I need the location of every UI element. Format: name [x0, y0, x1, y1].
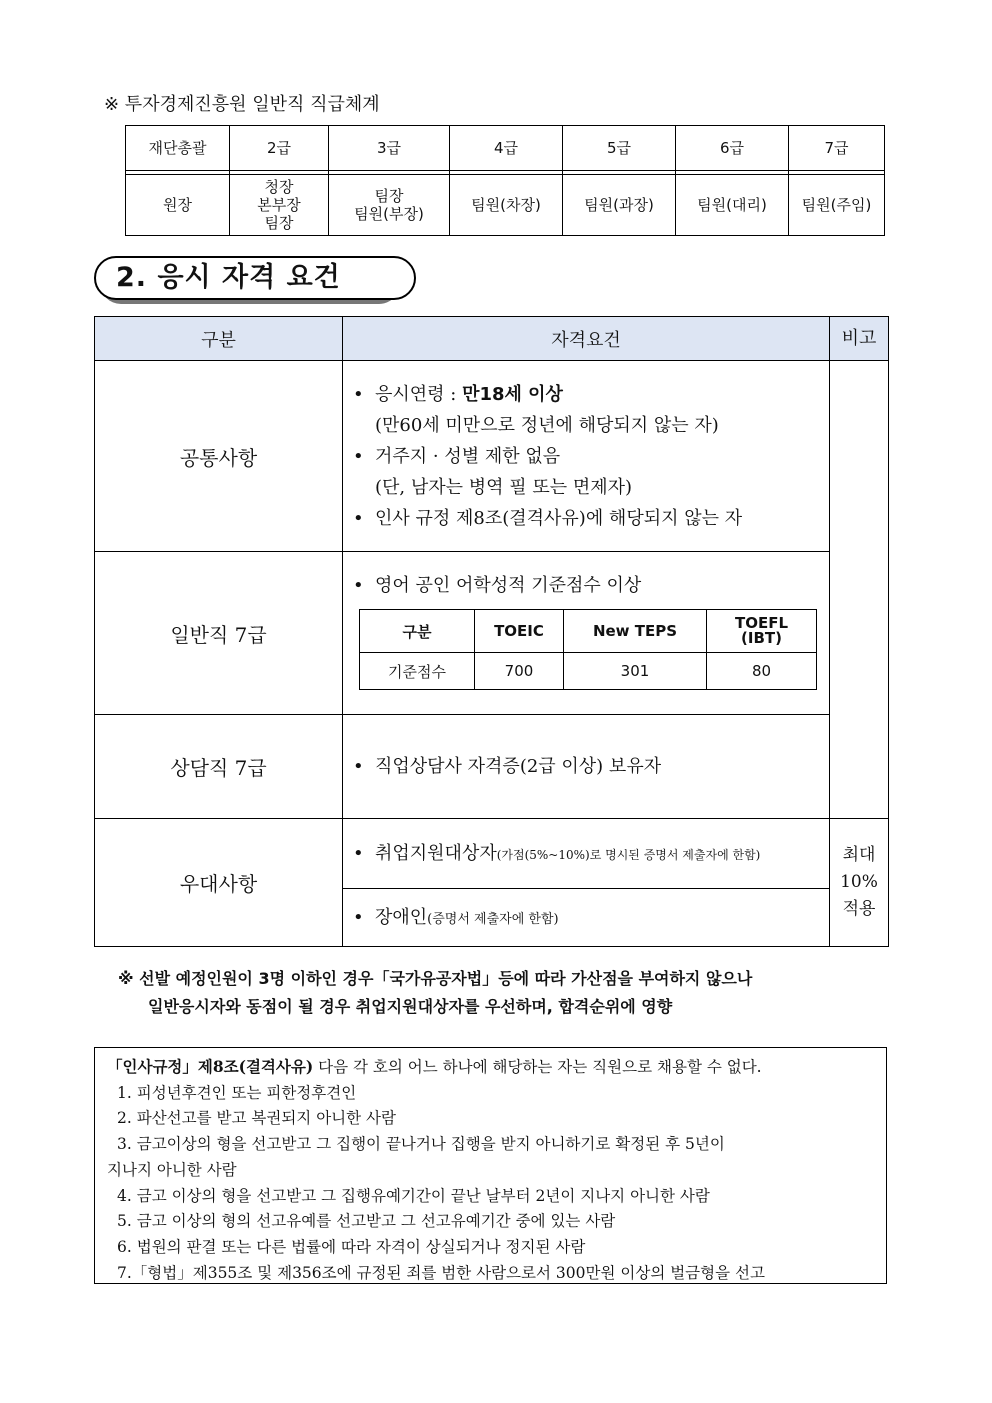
rule-item: 6. 법원의 판결 또는 다른 법률에 따라 자격이 상실되거나 정지된 사람: [117, 1237, 586, 1256]
qual-row-general7: [95, 552, 889, 715]
grade-header-cell: 7급: [789, 126, 885, 171]
grade-header-row: [126, 126, 885, 171]
req-residence: • 거주지 · 성별 제한 없음: [353, 445, 561, 467]
score-header-row: [360, 610, 817, 653]
grade-position-cell: 팀원(대리): [676, 175, 789, 236]
grade-position-cell: 청장 본부장 팀장: [230, 175, 329, 236]
score-value-cell: 301: [564, 653, 707, 690]
req-english: • 영어 공인 어학성적 기준점수 이상: [353, 575, 642, 596]
grade-position-cell: 팀원(주임): [789, 175, 885, 236]
qual-header-note: 비고: [830, 317, 889, 361]
requirements-preference-2: [343, 889, 830, 947]
footnote-line-2: 일반응시자와 동점이 될 경우 취업지원대상자를 우선하며, 합격순위에 영향: [148, 997, 673, 1016]
rules-heading: 「인사규정」제8조(결격사유) 다음 각 호의 어느 하나에 해당하는 자는 직원으로 채용할 수 없다.: [107, 1057, 762, 1076]
req-employment-support: • 취업지원대상자(가점(5%~10%)로 명시된 증명서 제출자에 한함): [353, 843, 761, 864]
score-value-cell: 80: [707, 653, 817, 690]
req-disabled: • 장애인(증명서 제출자에 한함): [353, 907, 559, 928]
qual-row-counsel7: [95, 715, 889, 819]
grade-position-cell: 팀원(과장): [563, 175, 676, 236]
score-header-cell: TOEFL (IBT): [707, 610, 817, 653]
score-value-row: [360, 653, 817, 690]
rule-item: 1. 피성년후견인 또는 피한정후견인: [117, 1083, 357, 1102]
footnote-line-1: ※ 선발 예정인원이 3명 이하인 경우「국가유공자법」등에 따라 가산점을 부여하지 않으나: [118, 969, 753, 988]
rule-item: 7.「형법」제355조 및 제356조에 규정된 죄를 범한 사람으로서 300만원 이상의 벌금형을 선고: [117, 1263, 765, 1282]
qual-header-row: [95, 317, 889, 361]
rule-item: 5. 금고 이상의 형의 선고유예를 선고받고 그 선고유예기간 중에 있는 사람: [117, 1212, 616, 1231]
req-rule8: • 인사 규정 제8조(결격사유)에 해당되지 않는 자: [353, 507, 743, 529]
grade-header-cell: 재단총괄: [126, 126, 230, 171]
category-counsel7: 상담직 7급: [95, 715, 343, 819]
requirements-preference-1: [343, 819, 830, 889]
requirements-general7: [343, 552, 830, 715]
req-residence-sub: (단, 남자는 병역 필 또는 면제자): [375, 476, 633, 498]
rule-item: 2. 파산선고를 받고 복권되지 아니한 사람: [117, 1109, 396, 1128]
rule-item: 3. 금고이상의 형을 선고받고 그 집행이 끝나거나 집행을 받지 아니하기로 확정된 후 5년이: [117, 1135, 725, 1154]
grade-header-cell: 6급: [676, 126, 789, 171]
requirements-counsel7: [343, 715, 830, 819]
grade-table: [125, 125, 885, 236]
score-header-cell: New TEPS: [564, 610, 707, 653]
rule-item-continued: 지나지 아니한 사람: [107, 1160, 237, 1179]
qual-row-preference-1: [95, 819, 889, 889]
category-preference: 우대사항: [95, 819, 343, 947]
grade-header-cell: 2급: [230, 126, 329, 171]
note-preference: 최대 10% 적용: [830, 819, 889, 947]
score-header-cell: 구분: [360, 610, 475, 653]
grade-header-cell: 5급: [563, 126, 676, 171]
grade-header-cell: 3급: [329, 126, 450, 171]
score-value-cell: 기준점수: [360, 653, 475, 690]
grade-position-cell: 팀원(차장): [450, 175, 563, 236]
note-empty: [830, 361, 889, 819]
category-common: 공통사항: [95, 361, 343, 552]
score-value-cell: 700: [475, 653, 564, 690]
category-general7: 일반직 7급: [95, 552, 343, 715]
section-heading: 2. 응시 자격 요건: [94, 256, 416, 300]
grade-header-cell: 4급: [450, 126, 563, 171]
requirements-common: [343, 361, 830, 552]
grade-position-cell: 원장: [126, 175, 230, 236]
qual-header-requirements: 자격요건: [343, 317, 830, 361]
grade-system-title: ※ 투자경제진흥원 일반직 직급체계: [104, 94, 380, 115]
req-age-sub: (만60세 미만으로 정년에 해당되지 않는 자): [375, 414, 719, 436]
footnote: [118, 965, 908, 1021]
score-header-cell: TOEIC: [475, 610, 564, 653]
grade-position-row: [126, 175, 885, 236]
qual-header-category: 구분: [95, 317, 343, 361]
rule-item: 4. 금고 이상의 형을 선고받고 그 집행유예기간이 끝난 날부터 2년이 지나지 아니한 사람: [117, 1186, 710, 1205]
req-age: • 응시연령 : 만18세 이상: [353, 383, 563, 405]
score-table: [359, 609, 817, 690]
qual-row-common: [95, 361, 889, 552]
req-counsel: • 직업상담사 자격증(2급 이상) 보유자: [353, 756, 662, 777]
grade-position-cell: 팀장 팀원(부장): [329, 175, 450, 236]
disqualification-rules-box: [94, 1047, 887, 1284]
qualification-table: [94, 316, 889, 947]
